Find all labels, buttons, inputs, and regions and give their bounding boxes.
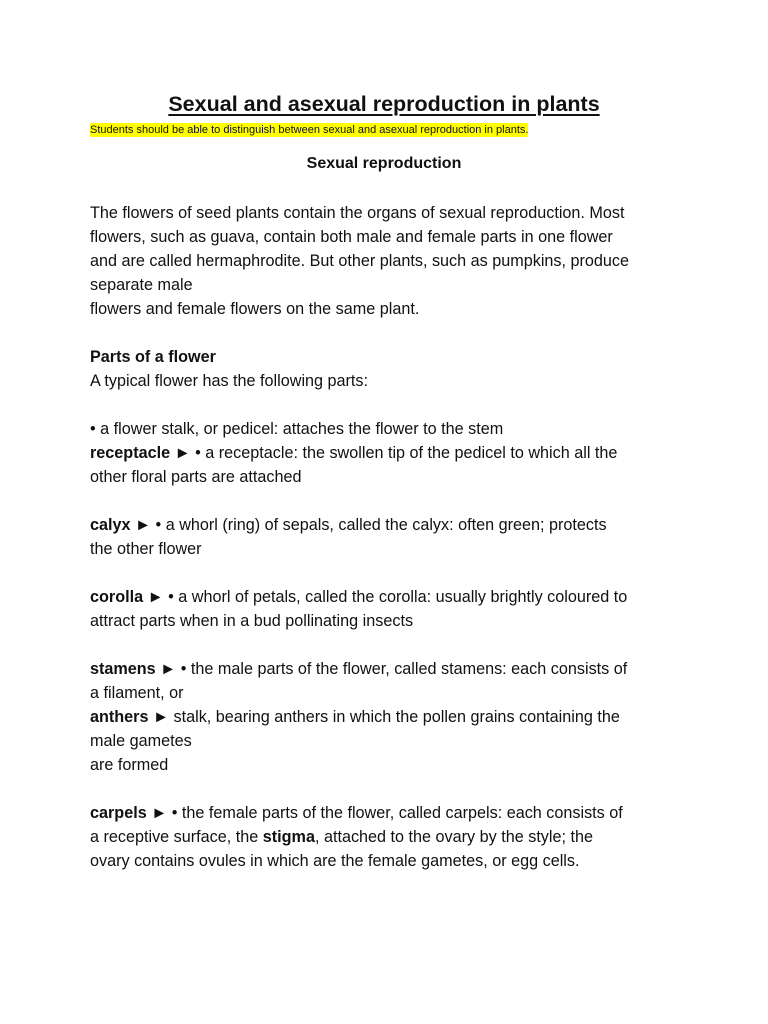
learning-objective: Students should be able to distinguish between sexual and asexual reproduction in plants. [90, 124, 529, 136]
carpels-line-start: a receptive surface, the [90, 828, 263, 846]
calyx-text: • a whorl (ring) of sepals, called the calyx: often green; protects [151, 516, 607, 534]
corolla-continuation: attract parts when in a bud pollinating insects [90, 612, 414, 630]
intro-line: flowers, such as guava, contain both male and female parts in one flower [90, 228, 613, 246]
carpels-line [90, 825, 690, 849]
document-body [90, 201, 690, 873]
intro-line: and are called hermaphrodite. But other plants, such as pumpkins, produce [90, 252, 630, 270]
corolla-text: • a whorl of petals, called the corolla: usually brightly coloured to [163, 588, 628, 606]
corolla-item [90, 585, 690, 609]
carpels-text: • the female parts of the flower, called carpels: each consists of [167, 804, 623, 822]
parts-heading: Parts of a flower [90, 348, 216, 366]
paragraph-gap [90, 393, 690, 417]
anthers-text: stalk, bearing anthers in which the pollen grains containing the [169, 708, 620, 726]
calyx-term: calyx ► [90, 516, 152, 534]
receptacle-text: • a receptacle: the swollen tip of the pedicel to which all the [190, 444, 618, 462]
anthers-term: anthers ► [90, 708, 169, 726]
anthers-continuation: male gametes [90, 732, 192, 750]
paragraph-gap [90, 321, 690, 345]
anthers-item [90, 705, 690, 729]
stigma-term: stigma [262, 828, 315, 846]
parts-intro: A typical flower has the following parts: [90, 372, 369, 390]
stamens-text: • the male parts of the flower, called stamens: each consists of [176, 660, 628, 678]
carpels-line: ovary contains ovules in which are the female gametes, or egg cells. [90, 852, 580, 870]
intro-line: separate male [90, 276, 193, 294]
section-heading: Sexual reproduction [306, 155, 462, 172]
stamens-term: stamens ► [90, 660, 177, 678]
intro-line: The flowers of seed plants contain the organs of sexual reproduction. Most [90, 204, 625, 222]
carpels-term: carpels ► [90, 804, 168, 822]
anthers-continuation: are formed [90, 756, 169, 774]
paragraph-gap [90, 489, 690, 513]
corolla-term: corolla ► [90, 588, 164, 606]
carpels-item [90, 801, 690, 825]
calyx-continuation: the other flower [90, 540, 202, 558]
document-title: Sexual and asexual reproduction in plants [168, 92, 600, 116]
paragraph-gap [90, 633, 690, 657]
paragraph-gap [90, 561, 690, 585]
paragraph-gap [90, 777, 690, 801]
stamens-item [90, 657, 690, 681]
receptacle-item [90, 441, 690, 465]
carpels-line-end: , attached to the ovary by the style; the [314, 828, 594, 846]
pedicel-item: • a flower stalk, or pedicel: attaches the flower to the stem [90, 420, 504, 438]
stamens-continuation: a filament, or [90, 684, 184, 702]
calyx-item [90, 513, 690, 537]
receptacle-continuation: other floral parts are attached [90, 468, 302, 486]
intro-line: flowers and female flowers on the same plant. [90, 300, 420, 318]
receptacle-term: receptacle ► [90, 444, 191, 462]
